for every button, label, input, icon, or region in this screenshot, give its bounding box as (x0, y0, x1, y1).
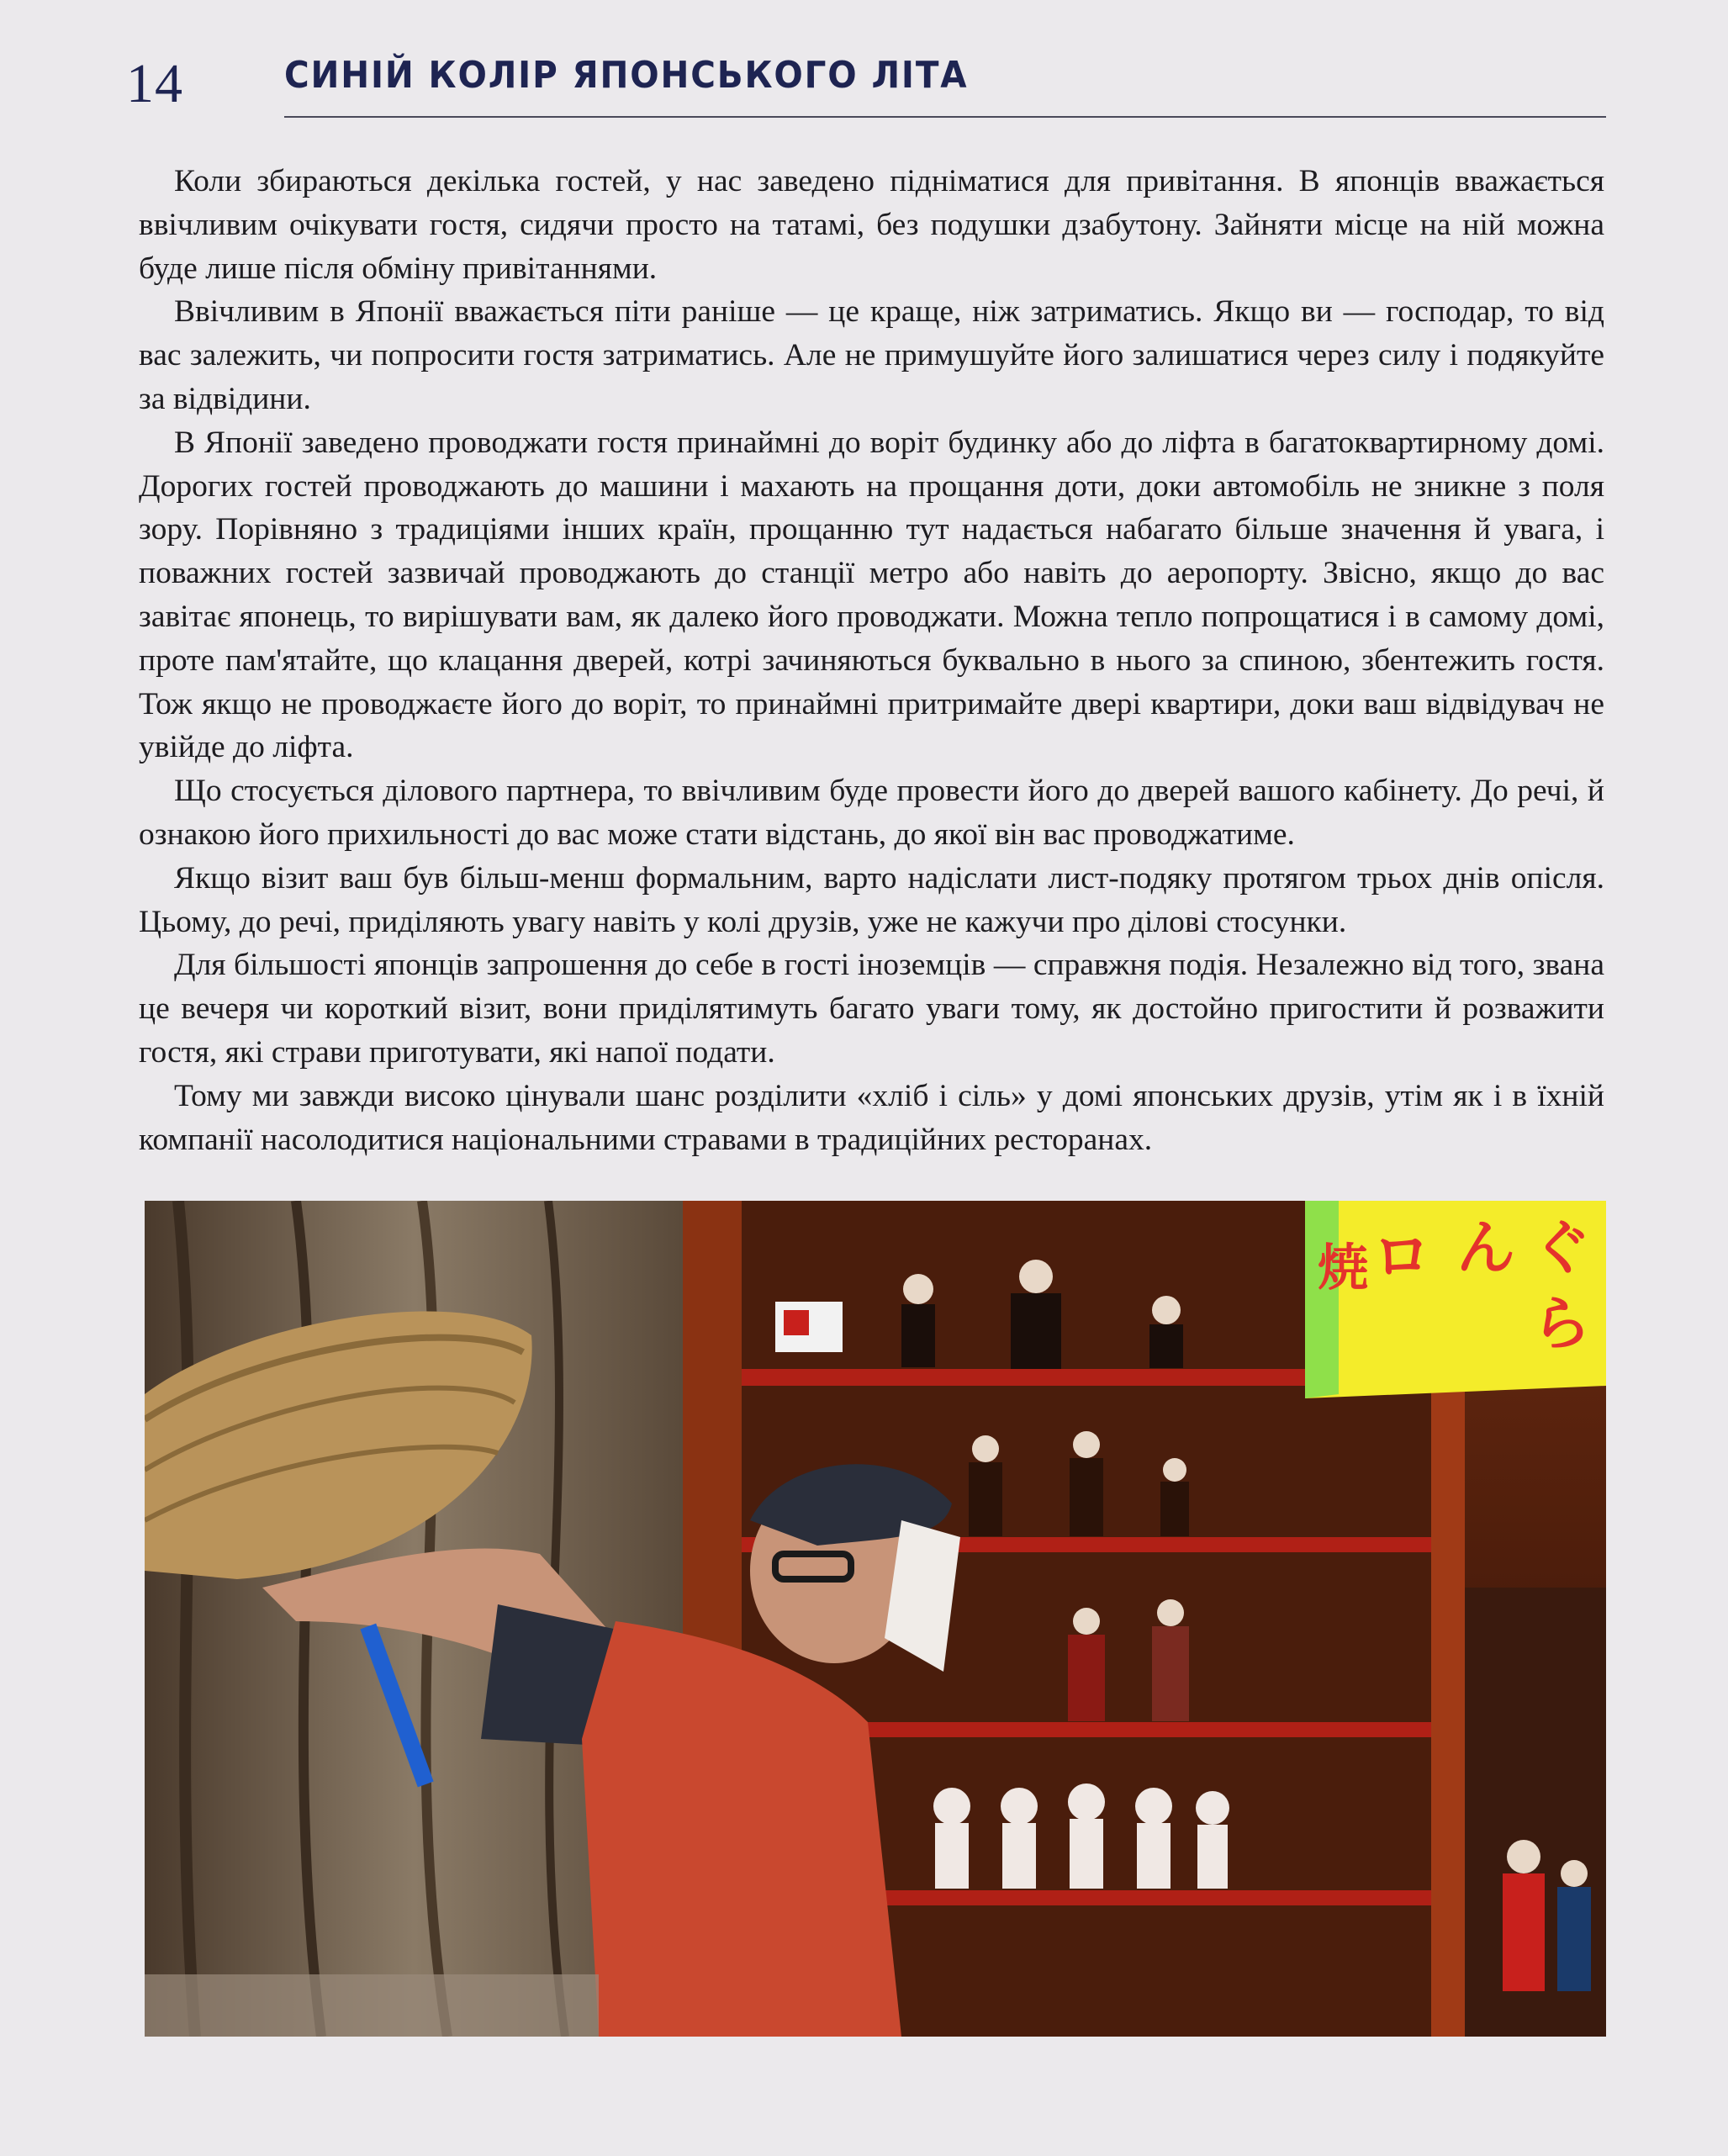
running-title: СИНІЙ КОЛІР ЯПОНСЬКОГО ЛІТА (284, 54, 969, 97)
page-number: 14 (126, 53, 183, 114)
photo-illustration (145, 1201, 1606, 2037)
paragraph: Якщо візит ваш був більш-менш формальним, варто надіслати лист-подяку протягом трьох днів опісля. Цьому, до речі, приділяють увагу навіть у колі друзів, уже не кажучи про ділові стосунки. (139, 860, 1604, 939)
paragraph: Для більшості японців запрошення до себе в гості іноземців — справжня подія. Незалежно від того, звана це вечеря чи короткий візит, вони приділятимуть багато уваги тому, як достойно пригостити й розважити гостя, які страви приготувати, які напої подати. (139, 948, 1604, 1070)
paragraph: В Японії заведено проводжати гостя принаймні до воріт будинку або до ліфта в багатоквартирному домі. Дорогих гостей проводжають до машини і махають на прощання доти, доки автомобіль не зникне з поля зору. Порівняно з традиціями інших країн, прощанню тут надається набагато більше значення й увага, і поважних гостей зазвичай проводжають до станції метро або навіть до аеропорту. Звісно, якщо до вас завітає японець, то вирішувати вам, як далеко його проводжати. Можна тепло попрощатися і в самому домі, проте пам'ятайте, що клацання дверей, котрі зачиняються буквально в нього за спиною, збентежить гостя. Тож якщо не проводжаєте його до воріт, то принаймні притримайте двері квартири, доки ваш відвідувач не увійде до ліфта. (139, 425, 1604, 765)
paragraph: Ввічливим в Японії вважається піти раніше — це краще, ніж затриматись. Якщо ви — господар, то від вас залежить, чи попросити гостя затриматись. Але не примушуйте його залишатися через силу і подякуйте за відвідини. (139, 294, 1604, 416)
sign-glyph: ロ (1372, 1222, 1431, 1291)
body-text (139, 160, 1604, 1161)
sign-glyph: ぐ (1532, 1213, 1591, 1282)
paragraph: Тому ми завжди високо цінували шанс розділити «хліб і сіль» у домі японських друзів, утім як і в їхній компанії насолодитися національними стравами в традиційних ресторанах. (139, 1078, 1604, 1157)
shop-photo (145, 1201, 1606, 2037)
header-rule (284, 116, 1606, 118)
paragraph: Що стосується ділового партнера, то ввічливим буде провести його до дверей вашого кабінету. До речі, й ознакою його прихильності до вас може стати відстань, до якої він вас проводжатиме. (139, 774, 1604, 852)
paragraph: Коли збираються декілька гостей, у нас заведено підніматися для привітання. В японців вважається ввічливим очікувати гостя, сидячи просто на татамі, без подушки дзабутону. Зайняти місце на ній можна буде лише після обміну привітаннями. (139, 164, 1604, 286)
sign-glyph: ん (1456, 1213, 1515, 1282)
sign-glyph: 焼 (1318, 1239, 1368, 1297)
sign-glyph: ら (1532, 1289, 1591, 1358)
